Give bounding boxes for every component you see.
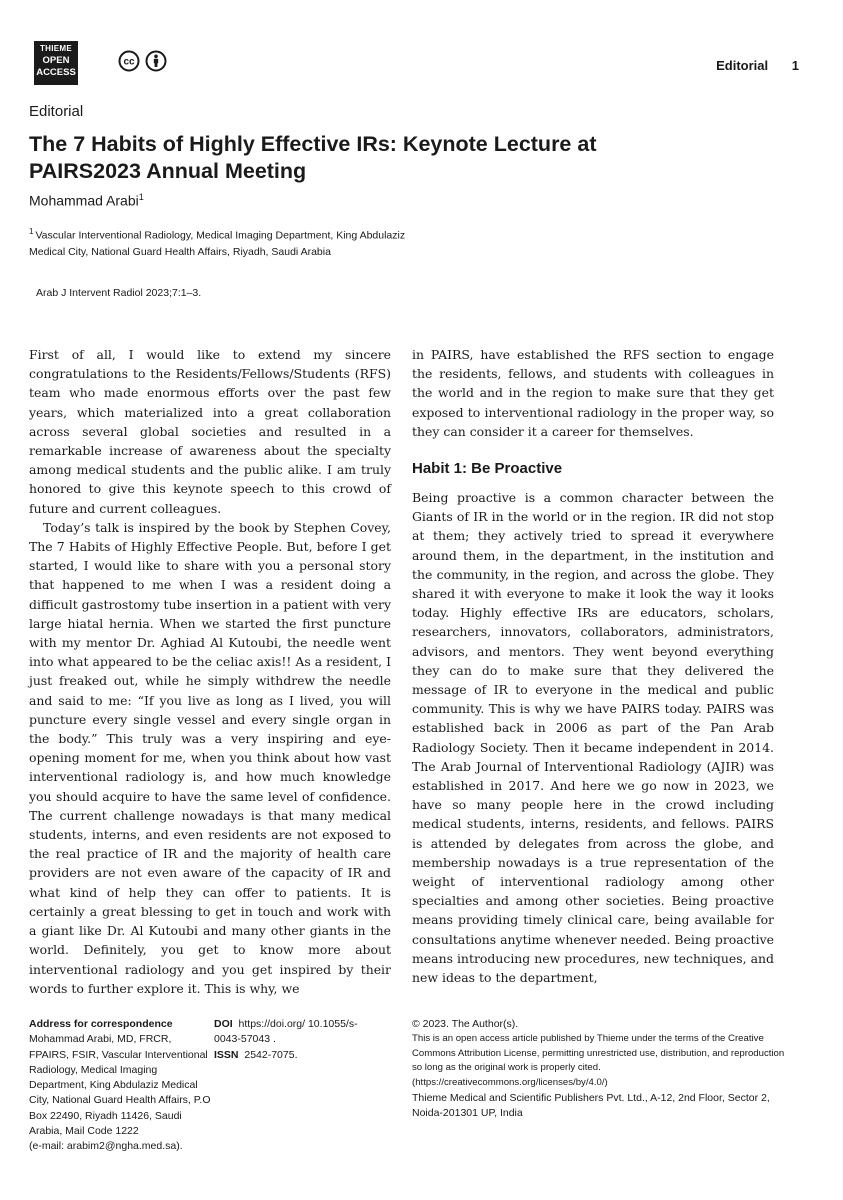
copyright-line: © 2023. The Author(s).: [412, 1018, 519, 1030]
cc-icon: [120, 52, 139, 71]
citation: Arab J Intervent Radiol 2023;7:1–3.: [36, 287, 202, 299]
logo-line-2: OPEN: [42, 55, 70, 66]
affiliation: [29, 224, 409, 260]
correspondence-heading: Address for correspondence: [29, 1018, 173, 1030]
paragraph-rfs: in PAIRS, have established the RFS section to engage the residents, fellows, and students with colleagues in the world and in the region to make sure that they get exposed to interventional radiology in the proper way, so they can consider it a career for themselves.: [412, 347, 774, 439]
issn-value: 2542-7075.: [244, 1048, 298, 1061]
author-line: [29, 192, 144, 209]
running-head: [716, 58, 799, 73]
by-icon: [147, 52, 166, 71]
body-column-left: [29, 345, 391, 998]
section-label: Editorial: [29, 103, 84, 120]
author-name: Mohammad Arabi: [29, 192, 139, 209]
logo-line-3: ACCESS: [36, 67, 76, 78]
doi-label: DOI: [214, 1018, 233, 1030]
doi-link[interactable]: https://doi.org/ 10.1055/s-0043-57043 .: [214, 1018, 358, 1046]
license-text: This is an open access article published by Thieme under the terms of the Creative Commons Attribution License, permitting unrestricted use, distribution, and reproduction so long as the original work is properly cited. (https://creativecommons.org/licenses/by/4.0/): [412, 1033, 785, 1089]
body-column-right: [412, 345, 774, 987]
paragraph-story: Today’s talk is inspired by the book by Stephen Covey, The 7 Habits of Highly Effective People. But, before I get started, I would like to share with you a personal story that happened to me when I was a resident doing a difficult gastrostomy tube insertion in a patient with very large hiatal hernia. When we started the first puncture with my mentor Dr. Aghiad Al Kutoubi, the needle went into what appeared to be the celiac axis!! As a resident, I just freaked out, while he simply withdrew the needle and said to me: “If you live as long as I lived, you will puncture every single vessel and every single organ in the body.” This truly was a very inspiring and eye-opening moment for me, when you think about how vast interventional radiology is, and how much knowledge you should acquire to have the same level of confidence. The current challenge nowadays is that many medical students, interns, and even residents are not exposed to the real practice of IR and the majority of health care providers are not even aware of the capacity of IR and what kind of help they can offer to patients. It is certainly a great blessing to get in touch and work with a giant like Dr. Al Kutoubi and many other giants in the world. Definitely, you get to know more about interventional radiology and you get inspired by their words to further explore it. This is why, we: [29, 519, 391, 996]
issn-label: ISSN: [214, 1048, 239, 1061]
publisher-address: Thieme Medical and Scientific Publishers Pvt. Ltd., A-12, 2nd Floor, Sector 2, Noida-201301 UP, India: [412, 1091, 770, 1119]
running-head-label: Editorial: [716, 58, 769, 73]
affiliation-text: Vascular Interventional Radiology, Medical Imaging Department, King Abdulaziz Medical City, National Guard Health Affairs, Riyadh, Saudi Arabia: [29, 229, 406, 258]
creative-commons-license-badge[interactable]: [118, 50, 170, 76]
doi-block: [214, 1017, 364, 1063]
correspondence-address: Mohammad Arabi, MD, FRCR, FPAIRS, FSIR, Vascular Interventional Radiology, Medical Imaging Department, King Abdulaziz Medical City, National Guard Health Affairs, P.O Box 22490, Riyadh 11426, Saudi Arabia, Mail Code 1222: [29, 1033, 211, 1138]
thieme-open-access-logo: [34, 41, 78, 85]
author-affiliation-marker: 1: [138, 192, 144, 202]
svg-text:cc: cc: [123, 56, 135, 68]
paragraph-proactive: Being proactive is a common character between the Giants of IR in the world or in the region. IR did not stop at them; they actively tried to spread it everywhere around them, in the department, in the institution and the community, in the region, and across the globe. They shared it with everyone to make it look the way it looks today. Highly effective IRs are educators, scholars, researchers, innovators, collaborators, administrators, advisors, and mentors. They went beyond everything they can do to make sure that they delivered the message of IR to everyone in the medical and public community. This is why we have PAIRS today. PAIRS was established back in 2006 as part of the Pan Arab Radiology Society. Then it became independent in 2014. The Arab Journal of Interventional Radiology (AJIR) was established in 2017. And here we go now in 2023, we have so many people here in the crowd including medical students, interns, residents, and fellows. PAIRS is attended by delegates from across the globe, and membership nowadays is a true representation of the weight of interventional radiology among other specialties and among other societies. Being proactive means providing timely clinical care, being available for consultations anytime whenever needed. Being proactive means introducing new procedures, new techniques, and new ideas to the department,: [412, 490, 774, 986]
page-number: 1: [791, 58, 799, 73]
correspondence-email[interactable]: (e-mail: arabim2@ngha.med.sa).: [29, 1140, 183, 1153]
paragraph-intro: First of all, I would like to extend my sincere congratulations to the Residents/Fellows/Students (RFS) team who made enormous efforts over the past few years, which materialized into a great collaboration across several global societies and resulted in a remarkable increase of awareness about the specialty among medical students and the public alike. I am truly honored to give this keynote speech to this crowd of future and current colleagues.: [29, 347, 391, 516]
correspondence-block: [29, 1017, 211, 1155]
copyright-block: [412, 1017, 792, 1121]
article-title: The 7 Habits of Highly Effective IRs: Keynote Lecture at PAIRS2023 Annual Meeting: [29, 132, 597, 183]
habit-1-heading: Habit 1: Be Proactive: [412, 460, 563, 478]
affiliation-marker: 1: [29, 227, 34, 236]
logo-line-1: THIEME: [39, 44, 73, 53]
